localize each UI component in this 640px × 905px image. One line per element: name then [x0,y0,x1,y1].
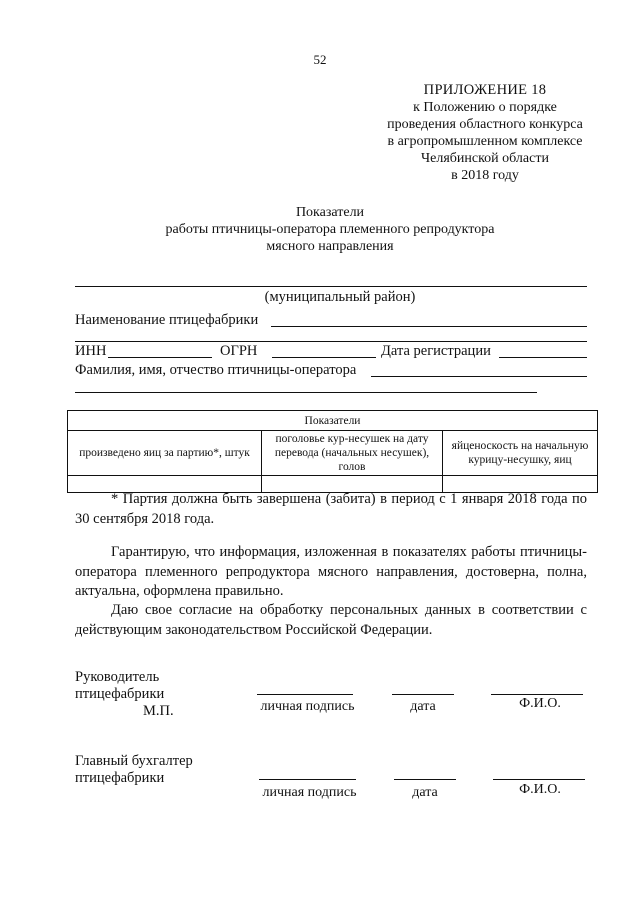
inn-label: ИНН [75,343,107,359]
page-number: 52 [313,52,327,67]
accountant-title-line1: Главный бухгалтер [75,753,193,769]
accountant-fio-field[interactable] [493,779,585,780]
accountant-fio-caption: Ф.И.О. [519,782,561,797]
indicators-table [67,410,598,493]
district-line[interactable] [75,286,587,287]
head-signature-caption: личная подпись [260,699,355,714]
appendix-title: ПРИЛОЖЕНИЕ 18 [423,82,547,98]
ogrn-label: ОГРН [220,343,258,359]
table-column-hens: поголовье кур-несушек на дату перевода (начальных несушек), голов [262,431,443,476]
appendix-line: в 2018 году [451,168,519,183]
operator-fio-field-extra[interactable] [75,392,537,393]
head-fio-caption: Ф.И.О. [519,696,561,711]
title-line: мясного направления [266,239,394,254]
appendix-line: к Положению о порядке [413,100,557,115]
title-line: работы птичницы-оператора племенного репродуктора [165,222,495,237]
accountant-date-caption: дата [412,785,438,800]
head-title-line2: птицефабрики [75,686,165,702]
head-date-field[interactable] [392,694,454,695]
head-title-line1: Руководитель [75,669,160,685]
factory-name-field-extra[interactable] [75,341,587,342]
operator-fio-label: Фамилия, имя, отчество птичницы-оператора [75,362,357,378]
guarantee-paragraph: Гарантирую, что информация, изложенная в показателях работы птичницы-оператора племенного репродуктора мясного направления, достоверна, полна, актуальна, оформлена правильно. [75,544,587,599]
reg-date-field[interactable] [499,357,587,358]
accountant-signature-caption: личная подпись [262,785,357,800]
head-fio-field[interactable] [491,694,583,695]
accountant-signature-field[interactable] [259,779,356,780]
factory-label: Наименование птицефабрики [75,312,259,328]
appendix-line: проведения областного конкурса [387,117,583,132]
accountant-date-field[interactable] [394,779,456,780]
title-line: Показатели [295,205,365,220]
accountant-title-line2: птицефабрики [75,770,165,786]
factory-name-field[interactable] [271,326,587,327]
appendix-header [370,82,600,184]
consent-paragraph: Даю свое согласие на обработку персональных данных в соответствии с действующим законодательством Российской Федерации. [75,602,587,638]
table-column-eggs: произведено яиц за партию*, штук [68,431,262,476]
operator-fio-field[interactable] [371,376,587,377]
reg-date-label: Дата регистрации [381,343,491,359]
appendix-line: в агропромышленном комплексе [387,134,583,149]
table-column-yield: яйценоскость на начальную курицу-несушку, яиц [443,431,598,476]
appendix-line: Челябинской области [421,151,549,166]
head-date-caption: дата [410,699,436,714]
table-header: Показатели [68,411,598,431]
inn-field[interactable] [108,357,212,358]
document-title [100,204,560,255]
footnote: * Партия должна быть завершена (забита) в период с 1 января 2018 года по 30 сентября 2018 года. [75,491,587,527]
stamp-label: М.П. [143,703,174,719]
ogrn-field[interactable] [272,357,376,358]
head-signature-field[interactable] [257,694,353,695]
district-caption: (муниципальный район) [264,289,416,305]
